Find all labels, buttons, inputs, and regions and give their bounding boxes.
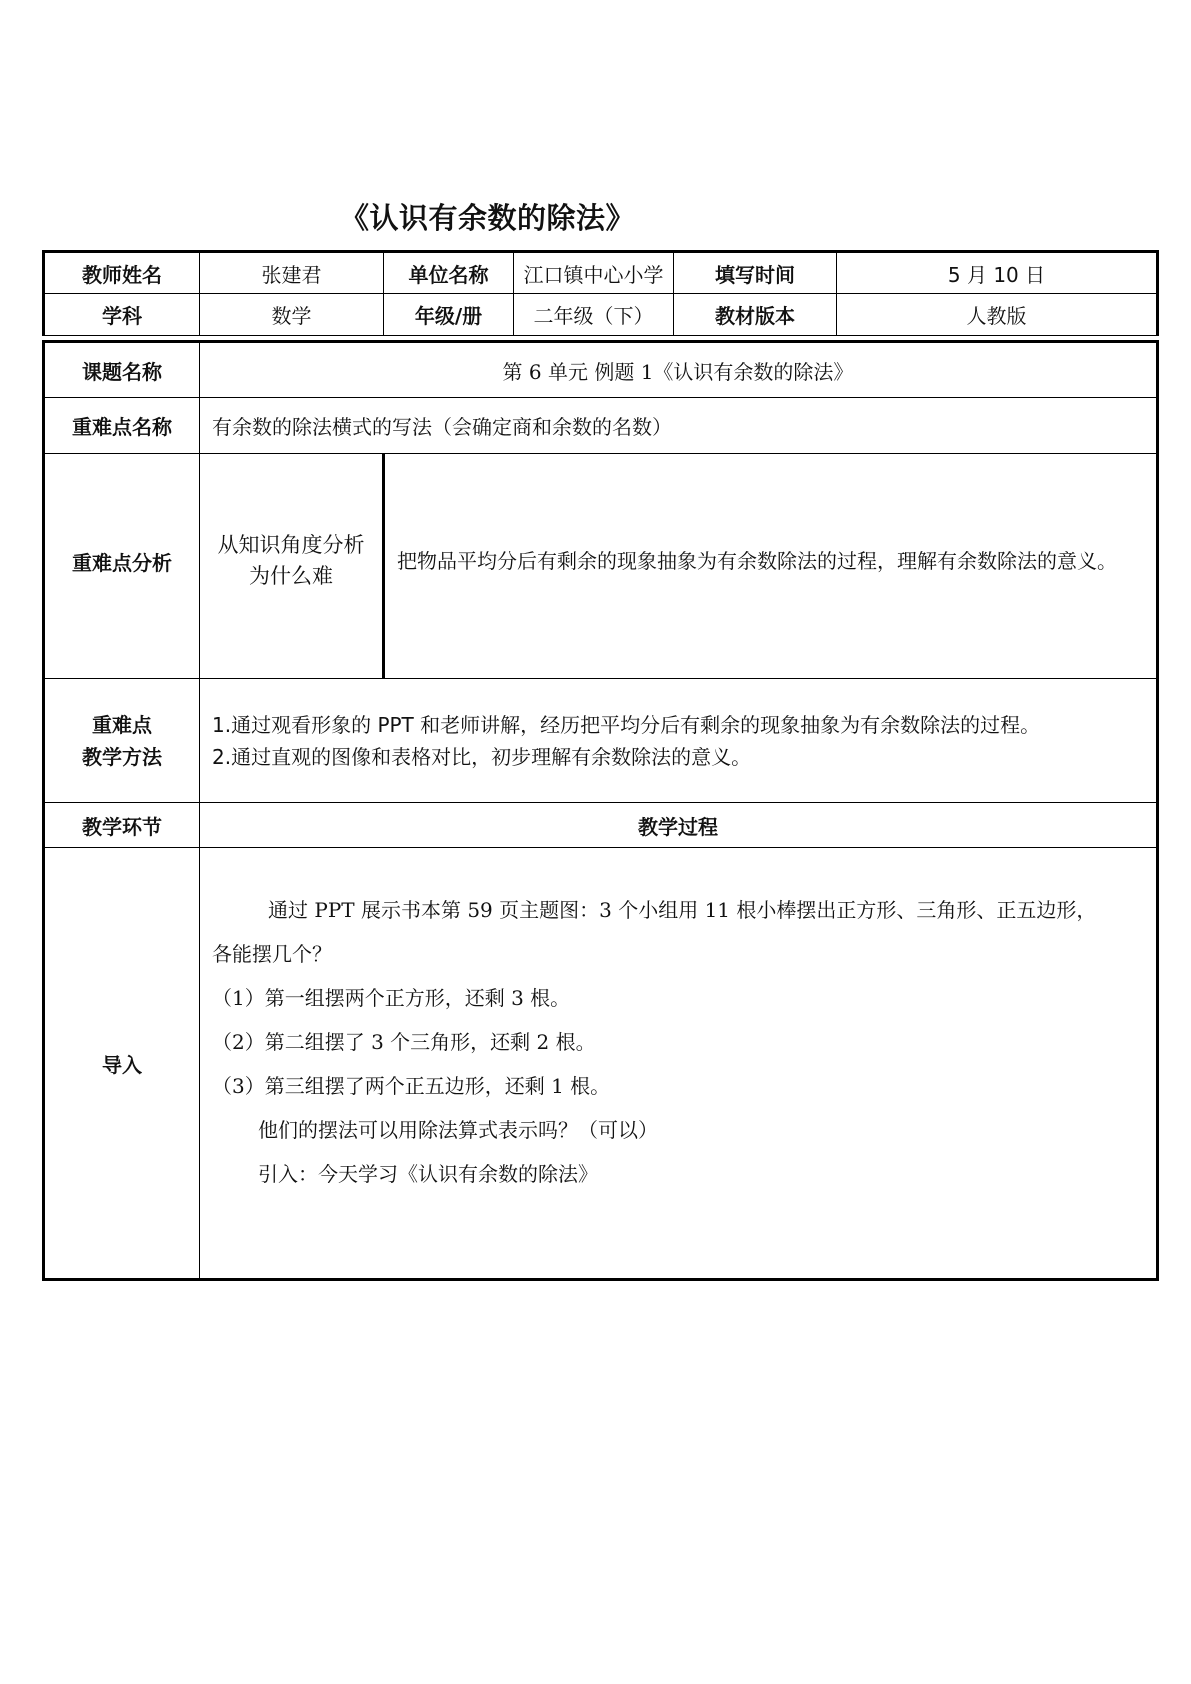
topic-value: 第 6 单元 例题 1《认识有余数的除法》 — [200, 342, 1158, 398]
subject-value: 数学 — [200, 294, 384, 336]
method-row — [44, 679, 1158, 803]
stage-label: 教学环节 — [44, 803, 200, 848]
intro-item-2: （2）第二组摆了 3 个三角形，还剩 2 根。 — [212, 1030, 596, 1054]
intro-item-1: （1）第一组摆两个正方形，还剩 3 根。 — [212, 986, 571, 1010]
analysis-value: 把物品平均分后有剩余的现象抽象为有余数除法的过程，理解有余数除法的意义。 — [384, 454, 1158, 679]
topic-row — [44, 342, 1158, 398]
edition-value: 人教版 — [837, 294, 1158, 336]
key-point-value: 有余数的除法横式的写法（会确定商和余数的名数） — [200, 398, 1158, 454]
intro-question: 他们的摆法可以用除法算式表示吗？（可以） — [258, 1118, 658, 1142]
analysis-sublabel-line2: 为什么难 — [249, 564, 333, 588]
process-label: 教学过程 — [200, 803, 1158, 848]
lesson-plan-table — [42, 250, 1159, 1281]
teacher-label: 教师姓名 — [44, 252, 200, 294]
info-row-2 — [44, 294, 1158, 336]
analysis-label: 重难点分析 — [44, 454, 200, 679]
grade-value: 二年级（下） — [514, 294, 674, 336]
key-point-row — [44, 398, 1158, 454]
unit-label: 单位名称 — [384, 252, 514, 294]
method-label-line2: 教学方法 — [82, 744, 162, 769]
edition-label: 教材版本 — [674, 294, 837, 336]
grade-label: 年级/册 — [384, 294, 514, 336]
topic-label: 课题名称 — [44, 342, 200, 398]
unit-value: 江口镇中心小学 — [514, 252, 674, 294]
info-row-1 — [44, 252, 1158, 294]
date-label: 填写时间 — [674, 252, 837, 294]
method-label-line1: 重难点 — [92, 712, 152, 737]
method-value — [200, 679, 1158, 803]
method-line-2: 2.通过直观的图像和表格对比，初步理解有余数除法的意义。 — [212, 744, 752, 769]
date-value: 5 月 10 日 — [837, 252, 1158, 294]
intro-paragraph-1b: 各能摆几个？ — [212, 942, 332, 966]
intro-item-3: （3）第三组摆了两个正五边形，还剩 1 根。 — [212, 1074, 611, 1098]
method-line-1: 1.通过观看形象的 PPT 和老师讲解，经历把平均分后有剩余的现象抽象为有余数除法的过程。 — [212, 712, 1041, 737]
analysis-row — [44, 454, 1158, 679]
method-label — [44, 679, 200, 803]
intro-row — [44, 848, 1158, 1280]
intro-content — [200, 848, 1158, 1280]
analysis-sublabel-line1: 从知识角度分析 — [217, 533, 365, 557]
analysis-sublabel — [200, 454, 384, 679]
intro-lead: 引入：今天学习《认识有余数的除法》 — [258, 1162, 598, 1186]
intro-paragraph-1: 通过 PPT 展示书本第 59 页主题图：3 个小组用 11 根小棒摆出正方形、三角形、正五边形， — [268, 898, 1097, 922]
teacher-value: 张建君 — [200, 252, 384, 294]
process-header-row — [44, 803, 1158, 848]
subject-label: 学科 — [44, 294, 200, 336]
document-title: 《认识有余数的除法》 — [340, 201, 636, 235]
key-point-label: 重难点名称 — [44, 398, 200, 454]
intro-label: 导入 — [44, 848, 200, 1280]
